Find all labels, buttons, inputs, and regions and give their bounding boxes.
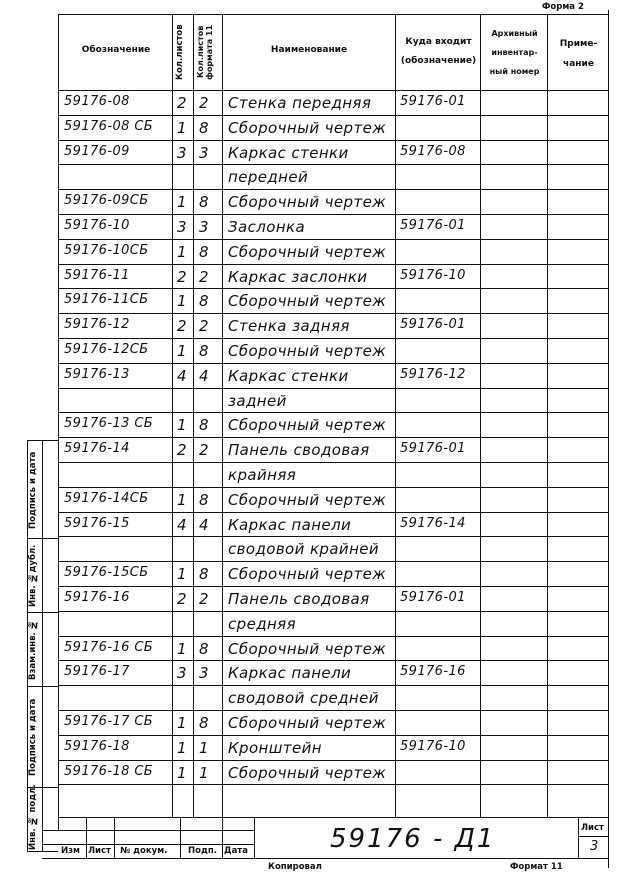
row-sheet-count: 1: [177, 639, 187, 658]
row-designation: 59176-12СБ: [64, 342, 149, 357]
row-designation: 59176-16 СБ: [64, 639, 154, 655]
row-sheet-format: 8: [199, 193, 209, 212]
row-line: [58, 636, 609, 637]
row-sheet-format: 8: [199, 118, 209, 137]
row-line: [58, 313, 609, 314]
sheet-number: 3: [590, 839, 599, 854]
side-label-inv-podl: Инв. № подл.: [28, 784, 38, 850]
row-name: Заслонка: [228, 218, 306, 236]
document-code: 59176 - Д1: [330, 824, 496, 854]
row-sheet-count: 1: [177, 714, 187, 732]
header-archive-1: Архивный: [491, 29, 538, 38]
row-name: Сборочный чертеж: [228, 292, 387, 311]
row-sheet-count: 1: [177, 118, 187, 137]
row-sheet-count: 1: [177, 292, 187, 311]
row-name: Каркас заслонки: [228, 267, 368, 286]
row-sheet-count: 3: [177, 218, 187, 236]
row-line: [58, 487, 609, 488]
row-designation: 59176-18 СБ: [64, 763, 154, 779]
row-designation: 59176-13 СБ: [64, 416, 154, 432]
col-divider-2: [193, 14, 194, 817]
tb-n-dokum: № докум.: [120, 846, 168, 856]
row-sheet-count: 2: [177, 317, 187, 336]
row-sheet-format: 2: [199, 94, 209, 112]
side-line-6: [27, 851, 58, 852]
row-name: Сборочный чертеж: [228, 490, 387, 509]
row-name: Сборочный чертеж: [228, 639, 387, 658]
row-sheet-format: 8: [199, 242, 209, 261]
tb-col-5: [254, 817, 255, 858]
row-designation: 59176-13: [64, 366, 130, 382]
row-designation: 59176-17: [64, 664, 130, 680]
col-divider-1: [172, 14, 173, 817]
header-sheets-format: Кол.листов формата 11: [196, 24, 214, 80]
tb-list: Лист: [88, 846, 111, 856]
row-sheet-count: 3: [177, 664, 187, 683]
row-sheet-count: 2: [177, 267, 187, 286]
row-designation: 59176-17 СБ: [64, 714, 154, 729]
row-name: Панель сводовая: [228, 441, 370, 460]
side-label-sign-date-1: Подпись и дата: [28, 451, 38, 529]
row-sheet-count: 2: [177, 441, 187, 460]
row-designation: 59176-18: [64, 738, 130, 754]
title-block-top: [58, 817, 609, 818]
row-name: средняя: [228, 614, 297, 633]
row-line: [58, 760, 609, 761]
header-note-1: Приме-: [559, 39, 598, 49]
row-line: [58, 338, 609, 339]
row-sheet-count: 1: [177, 242, 187, 261]
row-sheet-format: 8: [199, 416, 209, 435]
sheet-cell-divider: [578, 836, 609, 837]
col-divider-5: [480, 14, 481, 817]
header-sheets-count: Кол.листов: [175, 24, 185, 80]
row-sheet-count: 1: [177, 565, 187, 584]
row-designation: 59176-14СБ: [64, 490, 149, 506]
header-name: Наименование: [270, 45, 348, 55]
side-line-4: [27, 686, 58, 687]
row-line: [58, 239, 609, 240]
row-name: задней: [228, 391, 287, 410]
tb-col-3: [180, 817, 181, 858]
row-sheet-count: 2: [177, 94, 187, 112]
header-designation: Обозначение: [81, 45, 151, 55]
row-designation: 59176-11СБ: [64, 292, 149, 308]
row-designation: 59176-16: [64, 590, 130, 605]
row-line: [58, 264, 609, 265]
row-name: Сборочный чертеж: [228, 763, 387, 782]
row-line: [58, 710, 609, 711]
row-name: Каркас стенки: [228, 366, 349, 385]
row-sheet-count: 1: [177, 763, 187, 782]
header-archive-2: инвентар-: [491, 48, 538, 57]
row-designation: 59176-10СБ: [64, 242, 149, 258]
row-where-used: 59176-01: [400, 94, 466, 109]
row-name: передней: [228, 168, 309, 187]
row-designation: 59176-09: [64, 143, 130, 159]
header-bottom-line: [58, 90, 609, 91]
row-sheet-format: 3: [199, 664, 209, 683]
row-designation: 59176-12: [64, 317, 130, 333]
row-name: Стенка передняя: [228, 94, 372, 112]
row-sheet-count: 4: [177, 515, 187, 534]
row-line: [58, 611, 609, 612]
tb-col-2: [114, 817, 115, 858]
row-sheet-format: 8: [199, 342, 209, 360]
row-line: [58, 462, 609, 463]
row-line: [58, 189, 609, 190]
side-line-2: [27, 538, 58, 539]
side-label-sign-date-2: Подпись и дата: [28, 698, 38, 777]
row-line: [58, 437, 609, 438]
row-line: [58, 735, 609, 736]
row-name: Сборочный чертеж: [228, 416, 387, 435]
row-line: [58, 363, 609, 364]
row-name: Кронштейн: [228, 738, 323, 757]
row-where-used: 59176-10: [400, 738, 466, 754]
row-where-used: 59176-14: [400, 515, 466, 531]
tb-col-4: [222, 817, 223, 858]
row-name: Сборочный чертеж: [228, 118, 387, 137]
row-where-used: 59176-08: [400, 143, 466, 159]
row-where-used: 59176-01: [400, 441, 466, 457]
row-sheet-format: 8: [199, 714, 209, 732]
row-designation: 59176-14: [64, 441, 130, 457]
row-sheet-count: 1: [177, 193, 187, 212]
row-sheet-format: 3: [199, 218, 209, 236]
row-line: [58, 288, 609, 289]
row-name: Стенка задняя: [228, 317, 350, 336]
row-where-used: 59176-12: [400, 366, 466, 382]
frame-left: [58, 14, 59, 831]
row-where-used: 59176-16: [400, 664, 466, 680]
header-note-2: чание: [563, 59, 594, 69]
row-where-used: 59176-10: [400, 267, 466, 283]
row-sheet-count: 1: [177, 738, 187, 757]
row-name: Сборочный чертеж: [228, 242, 387, 261]
row-sheet-format: 8: [199, 639, 209, 658]
row-sheet-count: 4: [177, 366, 187, 385]
col-divider-3: [222, 14, 223, 817]
tb-col-6: [578, 817, 579, 858]
row-sheet-format: 8: [199, 292, 209, 311]
format-label: Формат 11: [510, 862, 563, 872]
row-sheet-format: 1: [199, 763, 209, 782]
row-sheet-count: 1: [177, 342, 187, 360]
row-where-used: 59176-01: [400, 590, 466, 605]
row-sheet-format: 4: [199, 515, 209, 534]
row-line: [58, 512, 609, 513]
row-name: Каркас панели: [228, 515, 352, 534]
header-where-used-1: Куда входит: [405, 37, 472, 47]
row-sheet-format: 1: [199, 738, 209, 757]
side-line-1: [27, 440, 58, 441]
row-designation: 59176-08 СБ: [64, 118, 154, 134]
row-line: [58, 561, 609, 562]
title-block-bottom: [42, 858, 609, 859]
side-line-3: [27, 612, 58, 613]
row-sheet-format: 2: [199, 317, 209, 336]
row-sheet-count: 1: [177, 416, 187, 435]
row-line: [58, 115, 609, 116]
row-name: Каркас панели: [228, 664, 352, 683]
side-column-inner: [42, 440, 43, 851]
row-name: Сборочный чертеж: [228, 714, 387, 732]
copied-label: Копировал: [268, 862, 322, 872]
row-where-used: 59176-01: [400, 218, 466, 233]
header-archive-3: ный номер: [489, 67, 540, 76]
row-name: Панель сводовая: [228, 590, 370, 608]
row-designation: 59176-15: [64, 515, 130, 531]
row-name: крайняя: [228, 466, 297, 484]
row-sheet-count: 3: [177, 143, 187, 162]
row-line: [58, 164, 609, 165]
row-name: Сборочный чертеж: [228, 565, 387, 584]
row-name: Сборочный чертеж: [228, 342, 387, 360]
row-sheet-format: 8: [199, 490, 209, 509]
form-label: Форма 2: [542, 2, 584, 12]
row-line: [58, 685, 609, 686]
row-designation: 59176-08: [64, 94, 130, 109]
header-where-used-2: (обозначение): [400, 56, 477, 66]
sheet-label: Лист: [581, 823, 604, 833]
side-label-inv-dubl: Инв. №дубл.: [28, 544, 38, 607]
row-sheet-format: 2: [199, 590, 209, 608]
row-line: [58, 214, 609, 215]
tb-col-1: [86, 817, 87, 858]
row-where-used: 59176-01: [400, 317, 466, 333]
row-sheet-format: 8: [199, 565, 209, 584]
tb-podp: Подп.: [188, 846, 217, 856]
row-line: [58, 586, 609, 587]
row-designation: 59176-10: [64, 218, 130, 233]
row-line: [58, 660, 609, 661]
row-designation: 59176-15СБ: [64, 565, 149, 581]
tb-izm: Изм: [61, 846, 81, 856]
col-divider-6: [547, 14, 548, 817]
row-designation: 59176-09СБ: [64, 193, 149, 209]
side-label-vzam-inv: Взам.инв. №: [28, 619, 38, 680]
row-name: сводовой крайней: [228, 540, 380, 559]
row-line: [58, 140, 609, 141]
row-name: сводовой средней: [228, 689, 379, 708]
row-name: Сборочный чертеж: [228, 193, 387, 212]
row-line: [58, 412, 609, 413]
row-sheet-format: 2: [199, 441, 209, 460]
row-line: [58, 536, 609, 537]
row-sheet-format: 2: [199, 267, 209, 286]
frame-top: [58, 14, 609, 15]
row-name: Каркас стенки: [228, 143, 349, 162]
row-sheet-format: 4: [199, 366, 209, 385]
row-sheet-count: 1: [177, 490, 187, 509]
row-line: [58, 388, 609, 389]
row-designation: 59176-11: [64, 267, 130, 283]
row-sheet-format: 3: [199, 143, 209, 162]
col-divider-4: [395, 14, 396, 817]
tb-data: Дата: [224, 846, 248, 856]
row-sheet-count: 2: [177, 590, 187, 608]
row-line: [58, 784, 609, 785]
